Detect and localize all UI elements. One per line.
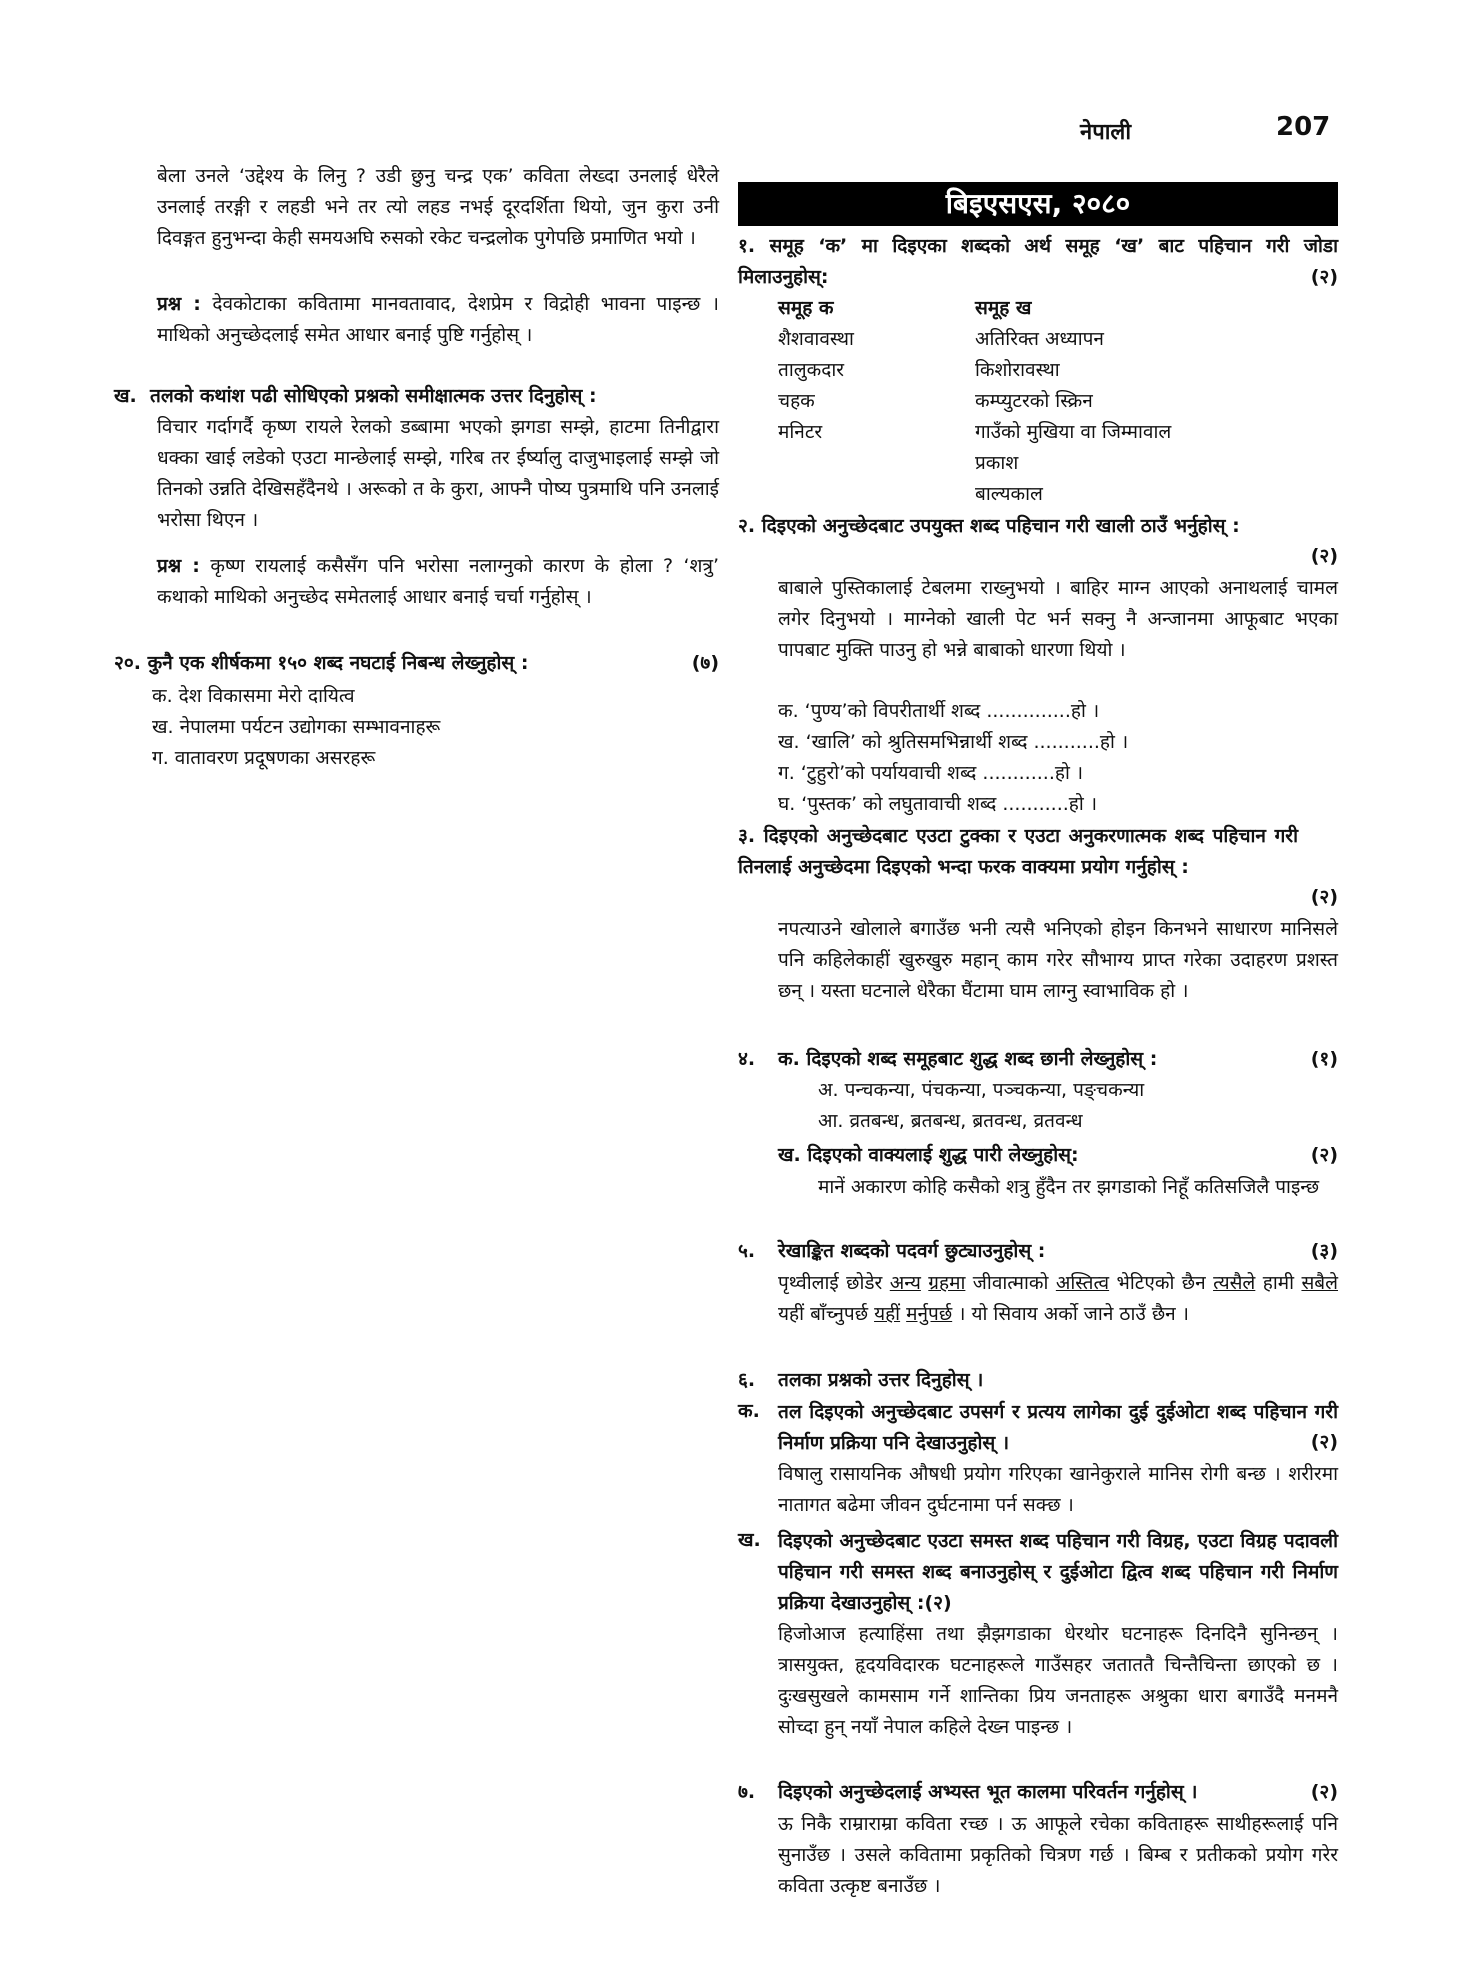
q2-item: ग. ‘टुहुरो’को पर्यायवाची शब्द ............हो । — [778, 762, 1084, 784]
q1-marks: (२) — [1310, 266, 1338, 288]
q20-item: क. देश विकासमा मेरो दायित्व — [152, 685, 355, 707]
q4b-marks: (२) — [1310, 1144, 1338, 1166]
q5-text: । यो सिवाय अर्को जाने ठाउँ छैन । — [952, 1303, 1189, 1325]
kha-title: तलको कथांश पढी सोधिएको प्रश्नको समीक्षात्मक उत्तर दिनुहोस् : — [150, 385, 597, 407]
q2-item: क. ‘पुण्य’को विपरीतार्थी शब्द ..............हो । — [778, 700, 1100, 722]
q2-item: ख. ‘खालि’ को श्रुतिसमभिन्नार्थी शब्द ...........हो । — [778, 731, 1129, 753]
q7-number: ७. — [738, 1781, 756, 1803]
kha-heading — [114, 381, 719, 412]
page-number: 207 — [1276, 112, 1331, 142]
q5-text: हामी — [1255, 1272, 1302, 1294]
q6a-number: क. — [738, 1400, 760, 1422]
q4a-marks: (१) — [1310, 1048, 1338, 1070]
left-question-2 — [157, 551, 719, 613]
q7-marks: (२) — [1310, 1781, 1338, 1803]
q2-heading — [738, 511, 1298, 542]
q6a-marks: (२) — [1310, 1431, 1338, 1453]
group-a-item: चहक — [778, 390, 815, 412]
q2-title: दिइएको अनुच्छेदबाट उपयुक्त शब्द पहिचान गरी खाली ठाउँ भर्नुहोस् : — [761, 515, 1240, 537]
group-a-item: तालुकदार — [778, 359, 845, 381]
underlined-word: अस्तित्व — [1055, 1272, 1110, 1294]
q4a-title: क. दिइएको शब्द समूहबाट शुद्ध शब्द छानी लेख्नुहोस् : — [778, 1048, 1158, 1070]
q2-number: २. — [738, 515, 756, 537]
kha-number: ख. — [114, 385, 137, 407]
underlined-word: यहीं — [874, 1303, 901, 1325]
q20-number: २०. — [114, 652, 141, 674]
underlined-word: अन्य — [889, 1272, 921, 1294]
group-b-item: प्रकाश — [975, 452, 1019, 474]
q5-marks: (३) — [1310, 1240, 1338, 1262]
q4a-item: आ. व्रतबन्ध, ब्रतबन्ध, ब्रतवन्ध, व्रतवन्ध — [818, 1110, 1083, 1132]
left-intro-paragraph: बेला उनले ‘उद्देश्य के लिनु ? उडी छुनु चन्द्र एक’ कविता लेख्दा उनलाई धेरैले उनलाई तरङ्गी र लहडी भने तर त्यो लहड नभई दूरदर्शिता थियो, जुन कुरा उनी दिवङ्गत हुनुभन्दा केही समयअघि रुसको रकेट चन्द्रलोक पुगेपछि प्रमाणित भयो । — [157, 165, 719, 249]
q4b-title: ख. दिइएको वाक्यलाई शुद्ध पारी लेख्नुहोस्: — [778, 1144, 1079, 1166]
group-b-item: बाल्यकाल — [975, 483, 1043, 505]
group-b-heading: समूह ख — [975, 297, 1032, 319]
q3-passage: नपत्याउने खोलाले बगाउँछ भनी त्यसै भनिएको होइन किनभने साधारण मानिसले पनि कहिलेकाहीं खुरुखुरु महान् काम गरेर सौभाग्य प्राप्त गरेका उदाहरण प्रशस्त छन् । यस्ता घटनाले धेरैका घैंटामा घाम लाग्नु स्वाभाविक हो । — [778, 918, 1338, 1002]
q3-title: दिइएको अनुच्छेदबाट एउटा टुक्का र एउटा अनुकरणात्मक शब्द पहिचान गरी तिनलाई अनुच्छेदमा दिइएको भन्दा फरक वाक्यमा प्रयोग गर्नुहोस् : — [738, 825, 1298, 878]
q2-passage: बाबाले पुस्तिकालाई टेबलमा राख्नुभयो । बाहिर माग्न आएको अनाथलाई चामल लगेर दिनुभयो । माग्नेको खाली पेट भर्न सक्नु नै अन्जानमा आफूबाट भएका पापबाट मुक्ति पाउनु हो भन्ने बाबाको धारणा थियो । — [778, 577, 1338, 661]
q4b-sentence: मानें अकारण कोहि कसैको शत्रु हुँदैन तर झगडाको निहूँ कतिसजिलै पाइन्छ — [818, 1176, 1320, 1198]
q5-title: रेखाङ्कित शब्दको पदवर्ग छुट्याउनुहोस् : — [778, 1240, 1046, 1262]
q1-heading — [738, 231, 1338, 293]
group-a-item: मनिटर — [778, 421, 823, 443]
q20-heading — [114, 648, 719, 679]
q5-text: पृथ्वीलाई छोडेर — [778, 1272, 890, 1294]
underlined-word: ग्रहमा — [928, 1272, 966, 1294]
underlined-word: त्यसैले — [1213, 1272, 1256, 1294]
group-a-heading: समूह क — [778, 297, 834, 319]
q20-marks: (७) — [691, 652, 719, 674]
q5-number: ५. — [738, 1240, 756, 1262]
question-label: प्रश्न : — [157, 555, 200, 577]
q5-passage — [778, 1268, 1338, 1330]
q6b-passage: हिजोआज हत्याहिंसा तथा झैझगडाका धेरथोर घटनाहरू दिनदिनै सुनिन्छन् । त्रासयुक्त, हृदयविदारक घटनाहरूले गाउँसहर जताततै चिन्तैचिन्ता छाएको छ । दुःखसुखले कामसाम गर्ने शान्तिका प्रिय जनताहरू अश्रुका धारा बगाउँदै मनमनै सोच्दा हुन् नयाँ नेपाल कहिले देख्न पाइन्छ । — [778, 1623, 1338, 1738]
group-a-item: शैशवावस्था — [778, 328, 854, 350]
underlined-word: मर्नुपर्छ — [906, 1303, 953, 1325]
q2-item: घ. ‘पुस्तक’ को लघुतावाची शब्द ...........हो । — [778, 793, 1098, 815]
q3-heading — [738, 821, 1298, 883]
q1-number: १. — [738, 235, 756, 257]
q20-title: कुनै एक शीर्षकमा १५० शब्द नघटाई निबन्ध लेख्नुहोस् : — [147, 652, 529, 674]
question-label: प्रश्न : — [157, 293, 201, 315]
underlined-word: सबैले — [1301, 1272, 1339, 1294]
q5-text: जीवात्माको — [965, 1272, 1056, 1294]
q5-text: यहीं बाँच्नुपर्छ — [778, 1303, 875, 1325]
question-text: कृष्ण रायलाई कसैसँग पनि भरोसा नलाग्नुको कारण के होला ? ‘शत्रु’ कथाको माथिको अनुच्छेद समेतलाई आधार बनाई चर्चा गर्नुहोस् । — [157, 555, 719, 608]
question-text: देवकोटाका कवितामा मानवतावाद, देशप्रेम र विद्रोही भावना पाइन्छ । माथिको अनुच्छेदलाई समेत आधार बनाई पुष्टि गर्नुहोस् । — [157, 293, 720, 346]
group-b-item: अतिरिक्त अध्यापन — [975, 328, 1104, 350]
q5-text: भेटिएको छैन — [1109, 1272, 1214, 1294]
q6a-passage: विषालु रासायनिक औषधी प्रयोग गरिएका खानेकुराले मानिस रोगी बन्छ । शरीरमा नातागत बढेमा जीवन दुर्घटनामा पर्न सक्छ । — [778, 1463, 1338, 1516]
q3-marks: (२) — [1310, 886, 1338, 908]
subject-header: नेपाली — [1080, 120, 1132, 145]
group-b-item: किशोरावस्था — [975, 359, 1060, 381]
q3-number: ३. — [738, 825, 756, 847]
q7-title: दिइएको अनुच्छेदलाई अभ्यस्त भूत कालमा परिवर्तन गर्नुहोस् । — [778, 1781, 1198, 1803]
q6b-number: ख. — [738, 1529, 761, 1551]
q6a-title: तल दिइएको अनुच्छेदबाट उपसर्ग र प्रत्यय लागेका दुई दुईओटा शब्द पहिचान गरी निर्माण प्रक्रिया पनि देखाउनुहोस् । — [778, 1401, 1338, 1454]
q20-item: ख. नेपालमा पर्यटन उद्योगका सम्भावनाहरू — [152, 716, 441, 738]
q20-item: ग. वातावरण प्रदूषणका असरहरू — [152, 747, 376, 769]
q4-number: ४. — [738, 1048, 756, 1070]
q4a-item: अ. पन्चकन्या, पंचकन्या, पञ्चकन्या, पङ्चकन्या — [818, 1079, 1145, 1101]
q6-title: तलका प्रश्नको उत्तर दिनुहोस् । — [778, 1369, 984, 1391]
exam-banner: बिइएसएस, २०८० — [738, 182, 1338, 226]
kha-passage: विचार गर्दागर्दै कृष्ण रायले रेलको डब्बामा भएको झगडा सम्झे, हाटमा तिनीद्वारा धक्का खाई लडेको एउटा मान्छेलाई सम्झे, गरिब तर ईर्ष्यालु दाजुभाइलाई सम्झे जो तिनको उन्नति देखिसहँदैनथे । अरूको त के कुरा, आफ्नै पोष्य पुत्रमाथि पनि उनलाई भरोसा थिएन । — [157, 416, 719, 531]
q2-marks: (२) — [1310, 545, 1338, 567]
group-b-item: गाउँको मुखिया वा जिम्मावाल — [975, 421, 1172, 443]
q6b-title: दिइएको अनुच्छेदबाट एउटा समस्त शब्द पहिचान गरी विग्रह, एउटा विग्रह पदावली पहिचान गरी समस्त शब्द बनाउनुहोस् र दुईओटा द्वित्व शब्द पहिचान गरी निर्माण प्रक्रिया देखाउनुहोस् :(२) — [778, 1530, 1338, 1614]
q7-passage: ऊ निकै राम्राराम्रा कविता रच्छ । ऊ आफूले रचेका कविताहरू साथीहरूलाई पनि सुनाउँछ । उसले कवितामा प्रकृतिको चित्रण गर्छ । बिम्ब र प्रतीकको प्रयोग गरेर कविता उत्कृष्ट बनाउँछ । — [778, 1813, 1338, 1897]
q6-number: ६. — [738, 1369, 756, 1391]
left-question-1 — [157, 289, 719, 351]
group-b-item: कम्प्युटरको स्क्रिन — [975, 390, 1093, 412]
q1-title: समूह ‘क’ मा दिइएका शब्दको अर्थ समूह ‘ख’ बाट पहिचान गरी जोडा मिलाउनुहोस्: — [738, 235, 1338, 288]
